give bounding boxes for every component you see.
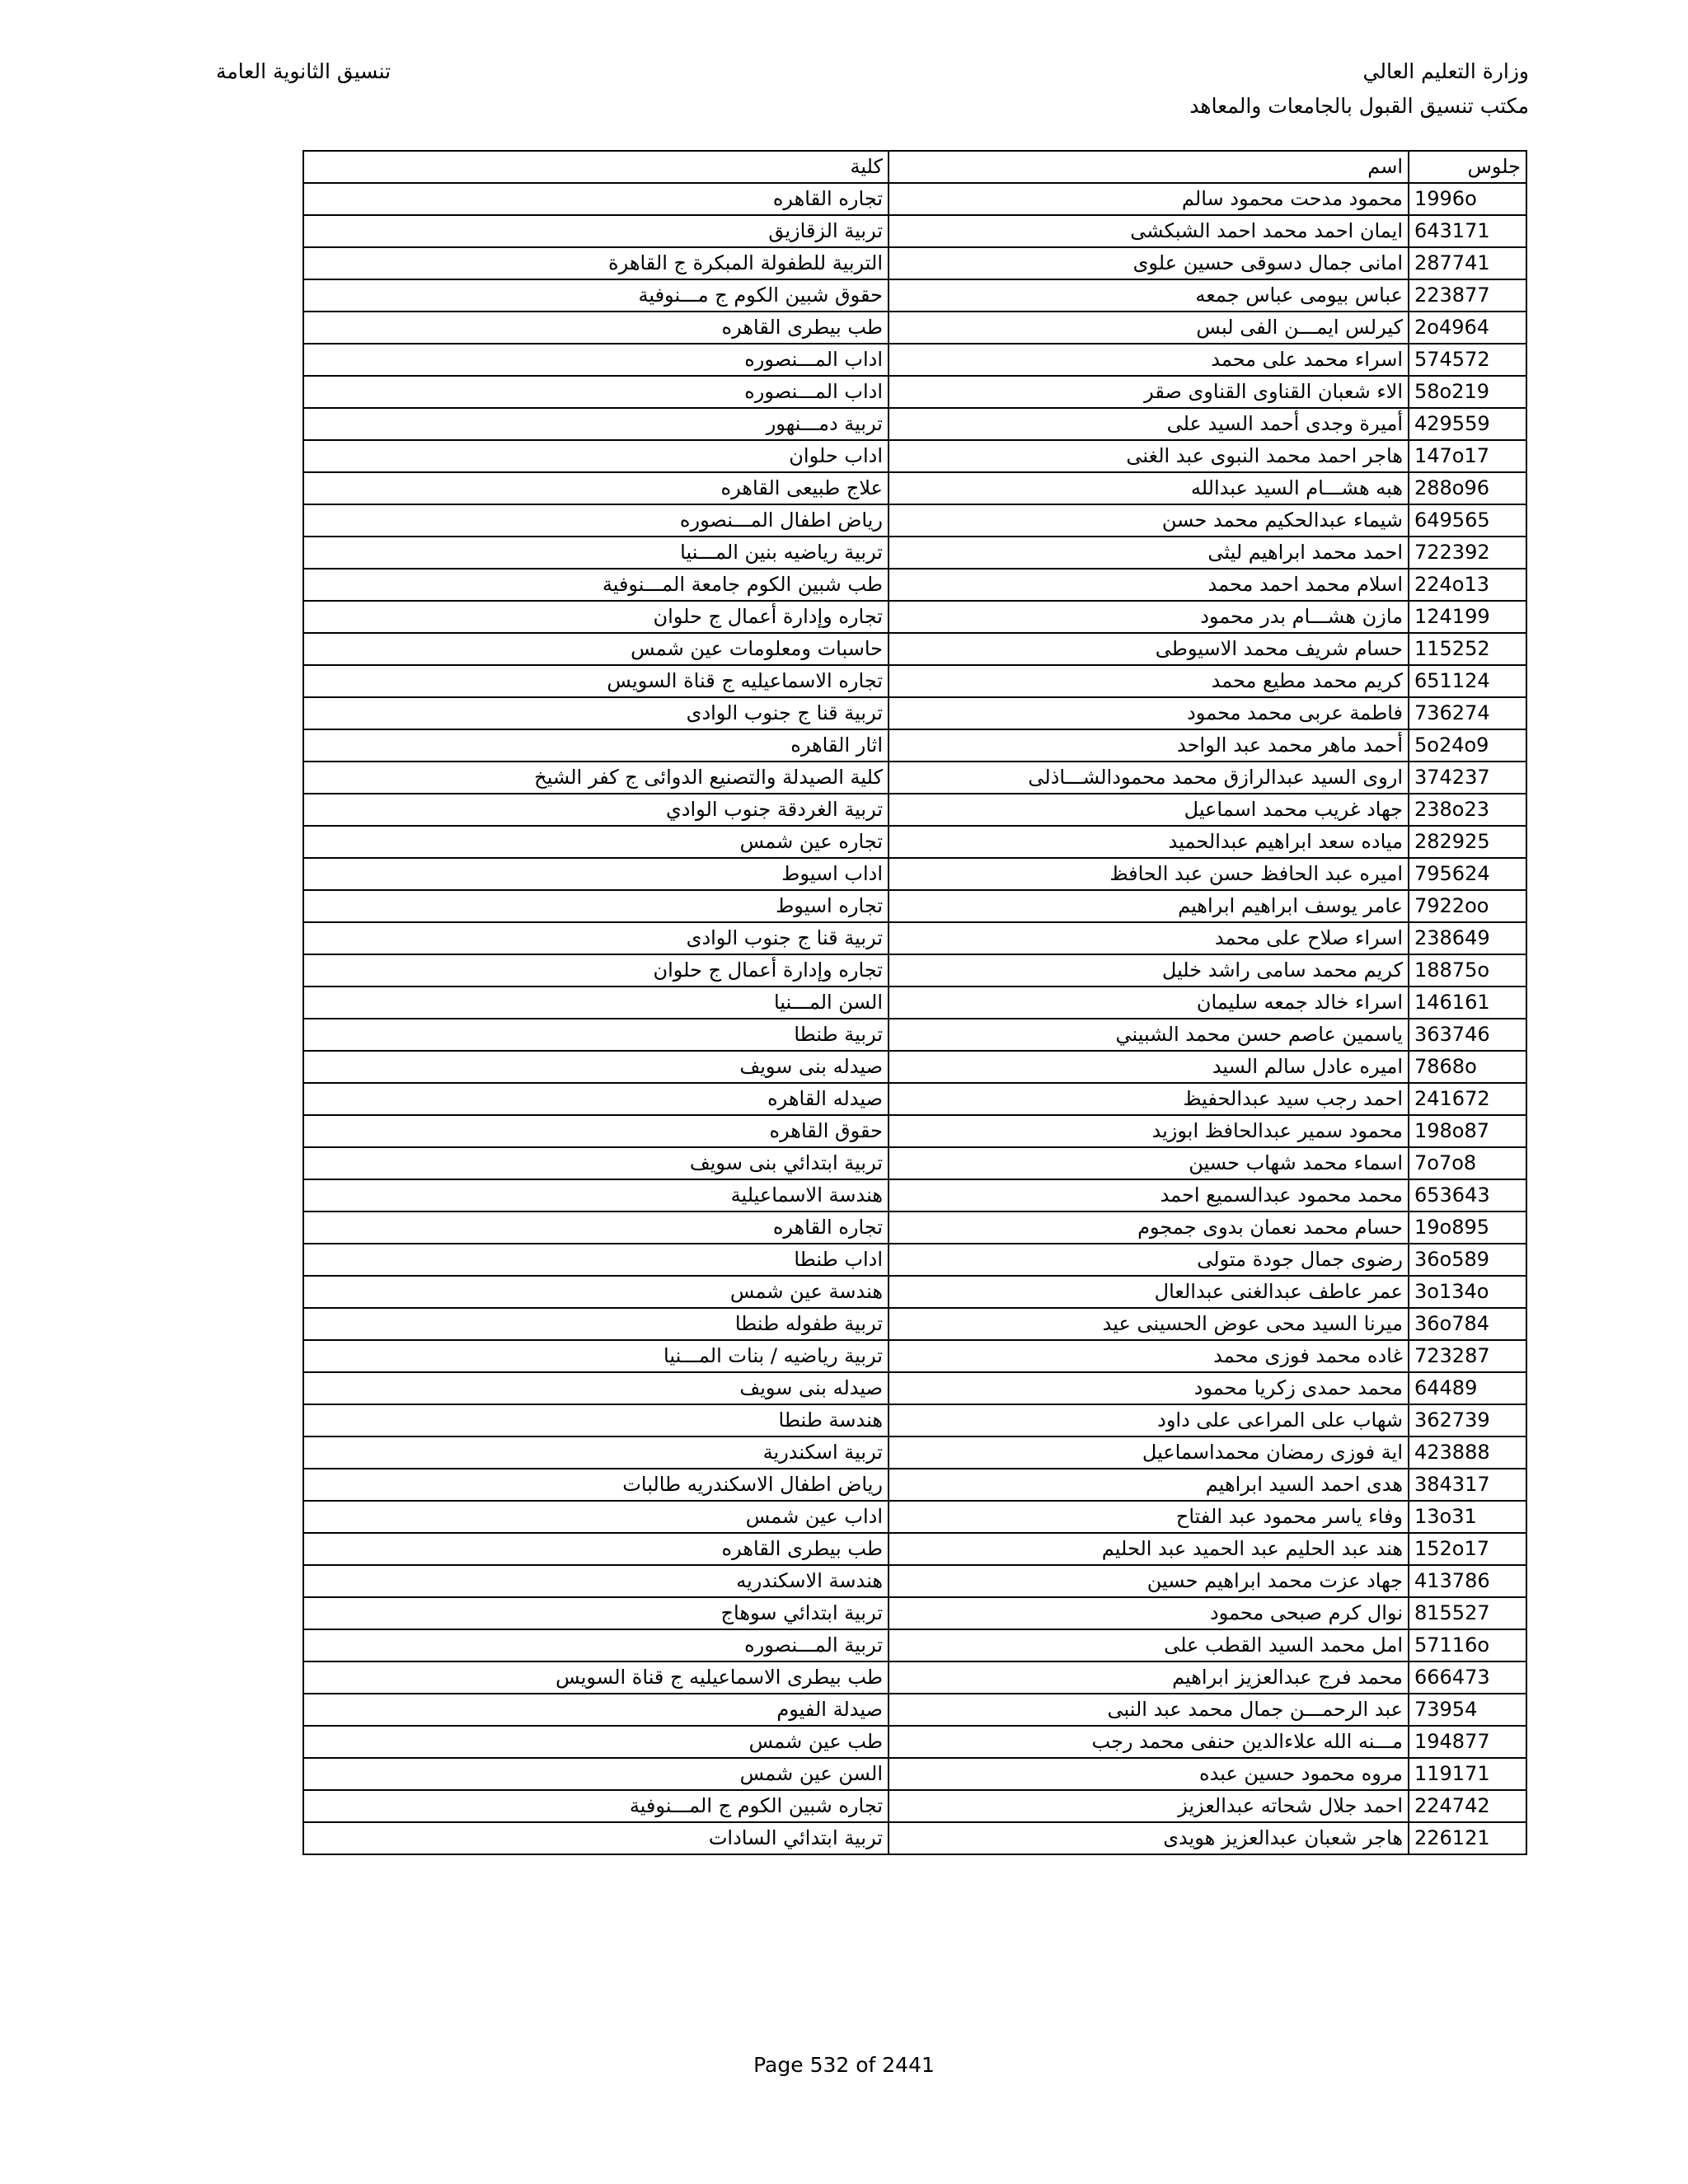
- college-cell: تربية الزقازيق: [303, 215, 889, 247]
- student-name-cell: اروى السيد عبدالرازق محمد محمودالشـــاذلى: [889, 762, 1409, 794]
- seat-number-cell: 423888: [1409, 1436, 1526, 1469]
- table-row: [303, 922, 1526, 954]
- college-cell: صيدله بنى سويف: [303, 1372, 889, 1404]
- column-header-seat: جلوس: [1409, 151, 1526, 183]
- student-name-cell: هاجر شعبان عبدالعزيز هويدى: [889, 1822, 1409, 1854]
- student-name-cell: أميرة وجدى أحمد السيد على: [889, 408, 1409, 440]
- seat-number-cell: 795624: [1409, 858, 1526, 890]
- college-cell: تربية رياضيه بنين المـــنيا: [303, 537, 889, 569]
- college-cell: حقوق شبين الكوم ج مـــنوفية: [303, 279, 889, 312]
- college-cell: هندسة الاسماعيلية: [303, 1179, 889, 1212]
- student-name-cell: اميره عبد الحافظ حسن عبد الحافظ: [889, 858, 1409, 890]
- table-row: [303, 826, 1526, 858]
- college-cell: تربية طفوله طنطا: [303, 1308, 889, 1340]
- student-name-cell: حسام شريف محمد الاسيوطى: [889, 633, 1409, 665]
- student-name-cell: مروه محمود حسين عبده: [889, 1758, 1409, 1790]
- table-row: [303, 762, 1526, 794]
- college-cell: اداب المـــنصوره: [303, 376, 889, 408]
- student-name-cell: رضوى جمال جودة متولى: [889, 1244, 1409, 1276]
- student-name-cell: كريم محمد مطيع محمد: [889, 665, 1409, 697]
- college-cell: تربية رياضيه / بنات المـــنيا: [303, 1340, 889, 1372]
- seat-number-cell: 224o13: [1409, 569, 1526, 601]
- table-row: [303, 1372, 1526, 1404]
- table-row: [303, 1822, 1526, 1854]
- student-name-cell: محمود سمير عبدالحافظ ابوزيد: [889, 1115, 1409, 1147]
- college-cell: السن عين شمس: [303, 1758, 889, 1790]
- seat-number-cell: 73954: [1409, 1694, 1526, 1726]
- seat-number-cell: 384317: [1409, 1469, 1526, 1501]
- college-cell: تجاره القاهره: [303, 1212, 889, 1244]
- seat-number-cell: 147o17: [1409, 440, 1526, 472]
- college-cell: تربية ابتدائي بنى سويف: [303, 1147, 889, 1179]
- seat-number-cell: 413786: [1409, 1565, 1526, 1597]
- seat-number-cell: 736274: [1409, 697, 1526, 729]
- college-cell: رياض اطفال المـــنصوره: [303, 504, 889, 537]
- college-cell: تربية دمـــنهور: [303, 408, 889, 440]
- table-row: [303, 954, 1526, 987]
- seat-number-cell: 58o219: [1409, 376, 1526, 408]
- college-cell: تجاره شبين الكوم ج المـــنوفية: [303, 1790, 889, 1822]
- seat-number-cell: 287741: [1409, 247, 1526, 279]
- table-row: [303, 279, 1526, 312]
- student-name-cell: عامر يوسف ابراهيم ابراهيم: [889, 890, 1409, 922]
- seat-number-cell: 115252: [1409, 633, 1526, 665]
- seat-number-cell: 722392: [1409, 537, 1526, 569]
- student-name-cell: محمد فرج عبدالعزيز ابراهيم: [889, 1661, 1409, 1694]
- seat-number-cell: 7868o: [1409, 1051, 1526, 1083]
- college-cell: كلية الصيدلة والتصنيع الدوائى ج كفر الشيخ: [303, 762, 889, 794]
- table-row: [303, 1115, 1526, 1147]
- table-row: [303, 729, 1526, 762]
- student-name-cell: شهاب على المراعى على داود: [889, 1404, 1409, 1436]
- table-row: [303, 697, 1526, 729]
- table-row: [303, 247, 1526, 279]
- coordination-title: تنسيق الثانوية العامة: [216, 59, 392, 83]
- seat-number-cell: 643171: [1409, 215, 1526, 247]
- college-cell: تربية طنطا: [303, 1019, 889, 1051]
- student-name-cell: اسلام محمد احمد محمد: [889, 569, 1409, 601]
- table-row: [303, 1276, 1526, 1308]
- seat-number-cell: 7o7o8: [1409, 1147, 1526, 1179]
- table-row: [303, 1661, 1526, 1694]
- column-header-name: اسم: [889, 151, 1409, 183]
- college-cell: اداب المـــنصوره: [303, 344, 889, 376]
- seat-number-cell: 574572: [1409, 344, 1526, 376]
- office-title: مكتب تنسيق القبول بالجامعات والمعاهد: [1189, 94, 1529, 118]
- table-row: [303, 1629, 1526, 1661]
- seat-number-cell: 282925: [1409, 826, 1526, 858]
- seat-number-cell: 36o784: [1409, 1308, 1526, 1340]
- page-number: Page 532 of 2441: [753, 2053, 935, 2077]
- table-row: [303, 408, 1526, 440]
- table-row: [303, 312, 1526, 344]
- student-name-cell: امل محمد السيد القطب على: [889, 1629, 1409, 1661]
- student-name-cell: جهاد غريب محمد اسماعيل: [889, 794, 1409, 826]
- table-row: [303, 1726, 1526, 1758]
- table-row: [303, 1083, 1526, 1115]
- seat-number-cell: 288o96: [1409, 472, 1526, 504]
- seat-number-cell: 238649: [1409, 922, 1526, 954]
- student-name-cell: وفاء ياسر محمود عبد الفتاح: [889, 1501, 1409, 1533]
- seat-number-cell: 362739: [1409, 1404, 1526, 1436]
- table-row: [303, 1147, 1526, 1179]
- student-name-cell: امانى جمال دسوقى حسين علوى: [889, 247, 1409, 279]
- student-name-cell: محمود مدحت محمود سالم: [889, 183, 1409, 215]
- table-row: [303, 633, 1526, 665]
- seat-number-cell: 146161: [1409, 987, 1526, 1019]
- seat-number-cell: 119171: [1409, 1758, 1526, 1790]
- table-row: [303, 890, 1526, 922]
- table-row: [303, 1694, 1526, 1726]
- college-cell: تجاره الاسماعيليه ج قناة السويس: [303, 665, 889, 697]
- seat-number-cell: 723287: [1409, 1340, 1526, 1372]
- table-row: [303, 440, 1526, 472]
- table-row: [303, 794, 1526, 826]
- student-name-cell: نوال كرم صبحى محمود: [889, 1597, 1409, 1629]
- seat-number-cell: 651124: [1409, 665, 1526, 697]
- seat-number-cell: 64489: [1409, 1372, 1526, 1404]
- seat-number-cell: 7922oo: [1409, 890, 1526, 922]
- college-cell: طب بيطرى الاسماعيليه ج قناة السويس: [303, 1661, 889, 1694]
- seat-number-cell: 36o589: [1409, 1244, 1526, 1276]
- college-cell: اثار القاهره: [303, 729, 889, 762]
- college-cell: تجاره وإدارة أعمال ج حلوان: [303, 601, 889, 633]
- seat-number-cell: 194877: [1409, 1726, 1526, 1758]
- seat-number-cell: 363746: [1409, 1019, 1526, 1051]
- college-cell: تجاره وإدارة أعمال ج حلوان: [303, 954, 889, 987]
- student-name-cell: هبه هشـــام السيد عبدالله: [889, 472, 1409, 504]
- college-cell: تربية الغردقة جنوب الوادي: [303, 794, 889, 826]
- student-name-cell: ميرنا السيد محى عوض الحسينى عيد: [889, 1308, 1409, 1340]
- college-cell: صيدله القاهره: [303, 1083, 889, 1115]
- college-cell: السن المـــنيا: [303, 987, 889, 1019]
- seat-number-cell: 3o134o: [1409, 1276, 1526, 1308]
- student-name-cell: مـــنه الله علاءالدين حنفى محمد رجب: [889, 1726, 1409, 1758]
- seat-number-cell: 2o4964: [1409, 312, 1526, 344]
- seat-number-cell: 815527: [1409, 1597, 1526, 1629]
- table-row: [303, 1308, 1526, 1340]
- seat-number-cell: 198o87: [1409, 1115, 1526, 1147]
- college-cell: حقوق القاهره: [303, 1115, 889, 1147]
- seat-number-cell: 223877: [1409, 279, 1526, 312]
- table-row: [303, 215, 1526, 247]
- seat-number-cell: 18875o: [1409, 954, 1526, 987]
- student-name-cell: محمد محمود عبدالسميع احمد: [889, 1179, 1409, 1212]
- college-cell: تربية قنا ج جنوب الوادى: [303, 697, 889, 729]
- seat-number-cell: 241672: [1409, 1083, 1526, 1115]
- table-row: [303, 1179, 1526, 1212]
- college-cell: اداب طنطا: [303, 1244, 889, 1276]
- seat-number-cell: 1996o: [1409, 183, 1526, 215]
- college-cell: تربية ابتدائي السادات: [303, 1822, 889, 1854]
- student-name-cell: هند عبد الحليم عبد الحميد عبد الحليم: [889, 1533, 1409, 1565]
- college-cell: اداب حلوان: [303, 440, 889, 472]
- college-cell: اداب اسيوط: [303, 858, 889, 890]
- table-row: [303, 569, 1526, 601]
- ministry-title: وزارة التعليم العالي: [1362, 59, 1529, 83]
- student-name-cell: أحمد ماهر محمد عبد الواحد: [889, 729, 1409, 762]
- table-row: [303, 472, 1526, 504]
- seat-number-cell: 57116o: [1409, 1629, 1526, 1661]
- student-name-cell: شيماء عبدالحكيم محمد حسن: [889, 504, 1409, 537]
- seat-number-cell: 374237: [1409, 762, 1526, 794]
- student-name-cell: اسراء محمد على محمد: [889, 344, 1409, 376]
- college-cell: تربية اسكندرية: [303, 1436, 889, 1469]
- student-name-cell: عباس بيومى عباس جمعه: [889, 279, 1409, 312]
- table-row: [303, 504, 1526, 537]
- college-cell: هندسة الاسكندريه: [303, 1565, 889, 1597]
- college-cell: تجاره اسيوط: [303, 890, 889, 922]
- college-cell: علاج طبيعى القاهره: [303, 472, 889, 504]
- student-name-cell: كريم محمد سامى راشد خليل: [889, 954, 1409, 987]
- college-cell: طب عين شمس: [303, 1726, 889, 1758]
- student-name-cell: هاجر احمد محمد النبوى عبد الغنى: [889, 440, 1409, 472]
- college-cell: صيدلة الفيوم: [303, 1694, 889, 1726]
- college-cell: صيدله بنى سويف: [303, 1051, 889, 1083]
- table-row: [303, 1758, 1526, 1790]
- college-cell: اداب عين شمس: [303, 1501, 889, 1533]
- table-row: [303, 1469, 1526, 1501]
- student-name-cell: احمد جلال شحاته عبدالعزيز: [889, 1790, 1409, 1822]
- seat-number-cell: 124199: [1409, 601, 1526, 633]
- student-name-cell: جهاد عزت محمد ابراهيم حسين: [889, 1565, 1409, 1597]
- student-name-cell: مازن هشـــام بدر محمود: [889, 601, 1409, 633]
- table-row: [303, 1501, 1526, 1533]
- seat-number-cell: 152o17: [1409, 1533, 1526, 1565]
- student-name-cell: مياده سعد ابراهيم عبدالحميد: [889, 826, 1409, 858]
- table-row: [303, 1051, 1526, 1083]
- student-name-cell: فاطمة عربى محمد محمود: [889, 697, 1409, 729]
- student-name-cell: كيرلس ايمـــن الفى لبس: [889, 312, 1409, 344]
- college-cell: تجاره عين شمس: [303, 826, 889, 858]
- college-cell: هندسة عين شمس: [303, 1276, 889, 1308]
- student-name-cell: ياسمين عاصم حسن محمد الشبيني: [889, 1019, 1409, 1051]
- table-row: [303, 858, 1526, 890]
- seat-number-cell: 238o23: [1409, 794, 1526, 826]
- seat-number-cell: 666473: [1409, 1661, 1526, 1694]
- student-name-cell: عبد الرحمـــن جمال محمد عبد النبى: [889, 1694, 1409, 1726]
- table-row: [303, 1436, 1526, 1469]
- student-name-cell: اسراء خالد جمعه سليمان: [889, 987, 1409, 1019]
- table-row: [303, 376, 1526, 408]
- student-name-cell: اسراء صلاح على محمد: [889, 922, 1409, 954]
- table-row: [303, 1404, 1526, 1436]
- student-name-cell: احمد رجب سيد عبدالحفيظ: [889, 1083, 1409, 1115]
- college-cell: طب بيطرى القاهره: [303, 1533, 889, 1565]
- college-cell: تربية قنا ج جنوب الوادى: [303, 922, 889, 954]
- table-row: [303, 1340, 1526, 1372]
- table-row: [303, 1597, 1526, 1629]
- table-row: [303, 1790, 1526, 1822]
- college-cell: حاسبات ومعلومات عين شمس: [303, 633, 889, 665]
- student-name-cell: احمد محمد ابراهيم ليثى: [889, 537, 1409, 569]
- student-name-cell: ايمان احمد محمد احمد الشبكشى: [889, 215, 1409, 247]
- college-cell: تجاره القاهره: [303, 183, 889, 215]
- college-cell: طب بيطرى القاهره: [303, 312, 889, 344]
- college-cell: طب شبين الكوم جامعة المـــنوفية: [303, 569, 889, 601]
- student-name-cell: اية فوزى رمضان محمداسماعيل: [889, 1436, 1409, 1469]
- seat-number-cell: 13o31: [1409, 1501, 1526, 1533]
- college-cell: التربية للطفولة المبكرة ج القاهرة: [303, 247, 889, 279]
- table-row: [303, 665, 1526, 697]
- seat-number-cell: 653643: [1409, 1179, 1526, 1212]
- student-name-cell: غاده محمد فوزى محمد: [889, 1340, 1409, 1372]
- student-name-cell: حسام محمد نعمان بدوى جمجوم: [889, 1212, 1409, 1244]
- student-name-cell: اسماء محمد شهاب حسين: [889, 1147, 1409, 1179]
- table-row: [303, 987, 1526, 1019]
- seat-number-cell: 19o895: [1409, 1212, 1526, 1244]
- student-name-cell: هدى احمد السيد ابراهيم: [889, 1469, 1409, 1501]
- table-row: [303, 601, 1526, 633]
- seat-number-cell: 226121: [1409, 1822, 1526, 1854]
- seat-number-cell: 649565: [1409, 504, 1526, 537]
- college-cell: تربية المـــنصوره: [303, 1629, 889, 1661]
- student-name-cell: اميره عادل سالم السيد: [889, 1051, 1409, 1083]
- college-cell: رياض اطفال الاسكندريه طالبات: [303, 1469, 889, 1501]
- seat-number-cell: 224742: [1409, 1790, 1526, 1822]
- college-cell: تربية ابتدائي سوهاج: [303, 1597, 889, 1629]
- seat-number-cell: 429559: [1409, 408, 1526, 440]
- college-cell: هندسة طنطا: [303, 1404, 889, 1436]
- table-header-row: [303, 151, 1526, 183]
- table-row: [303, 1565, 1526, 1597]
- column-header-college: كلية: [303, 151, 889, 183]
- table-row: [303, 1212, 1526, 1244]
- table-row: [303, 344, 1526, 376]
- table-row: [303, 1533, 1526, 1565]
- student-name-cell: محمد حمدى زكريا محمود: [889, 1372, 1409, 1404]
- table-row: [303, 1244, 1526, 1276]
- student-name-cell: عمر عاطف عبدالغنى عبدالعال: [889, 1276, 1409, 1308]
- table-row: [303, 1019, 1526, 1051]
- student-name-cell: الاء شعبان القناوى القناوى صقر: [889, 376, 1409, 408]
- admissions-table: [302, 150, 1527, 1855]
- seat-number-cell: 5o24o9: [1409, 729, 1526, 762]
- table-row: [303, 537, 1526, 569]
- table-row: [303, 183, 1526, 215]
